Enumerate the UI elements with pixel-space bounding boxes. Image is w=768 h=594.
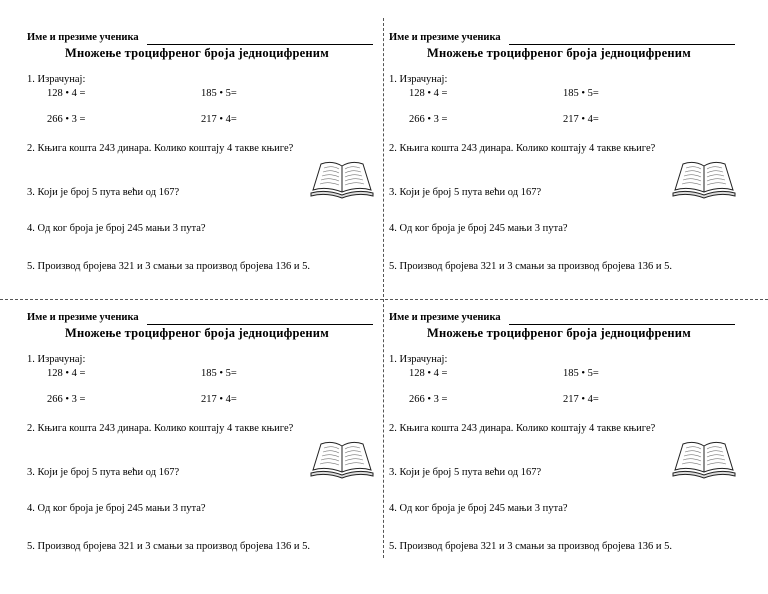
task-3: 3. Који је број 5 пута већи од 167? [27,467,180,478]
student-name-line[interactable] [147,324,373,325]
calc-4: 217 • 4= [201,394,237,405]
open-book-icon [310,158,374,200]
task-5: 5. Производ бројева 321 и 3 смањи за производ бројева 136 и 5. [389,541,673,552]
open-book-icon [672,438,736,480]
worksheet-card [27,18,377,288]
vertical-cut-line [383,18,384,558]
task-5: 5. Производ бројева 321 и 3 смањи за производ бројева 136 и 5. [389,261,673,272]
task-2: 2. Књига кошта 243 динара. Колико коштају 4 такве књиге? [27,143,294,154]
task-2: 2. Књига кошта 243 динара. Колико коштају 4 такве књиге? [389,143,656,154]
student-name-label: Име и презиме ученика [27,32,139,43]
task-1-label: 1. Израчунај: [27,74,86,85]
calc-4: 217 • 4= [201,114,237,125]
task-3: 3. Који је број 5 пута већи од 167? [389,467,542,478]
student-name-line[interactable] [147,44,373,45]
student-name-label: Име и презиме ученика [389,312,501,323]
calc-1: 128 • 4 = [47,368,86,379]
task-4: 4. Од ког броја је број 245 мањи 3 пута? [27,223,206,234]
worksheet-card [389,298,739,568]
calc-2: 185 • 5= [201,368,237,379]
worksheet-title: Множење троцифреног броја једноцифреним [427,46,691,60]
student-name-line[interactable] [509,44,735,45]
calc-3: 266 • 3 = [47,114,86,125]
task-1-label: 1. Израчунај: [389,74,448,85]
task-3: 3. Који је број 5 пута већи од 167? [389,187,542,198]
task-2: 2. Књига кошта 243 динара. Колико коштају 4 такве књиге? [27,423,294,434]
calc-3: 266 • 3 = [409,394,448,405]
calc-3: 266 • 3 = [47,394,86,405]
task-4: 4. Од ког броја је број 245 мањи 3 пута? [389,223,568,234]
task-4: 4. Од ког броја је број 245 мањи 3 пута? [27,503,206,514]
task-3: 3. Који је број 5 пута већи од 167? [27,187,180,198]
open-book-icon [672,158,736,200]
calc-1: 128 • 4 = [409,88,448,99]
calc-3: 266 • 3 = [409,114,448,125]
student-name-label: Име и презиме ученика [389,32,501,43]
student-name-label: Име и презиме ученика [27,312,139,323]
task-1-label: 1. Израчунај: [389,354,448,365]
calc-2: 185 • 5= [201,88,237,99]
open-book-icon [310,438,374,480]
calc-2: 185 • 5= [563,368,599,379]
worksheet-title: Множење троцифреног броја једноцифреним [65,326,329,340]
task-5: 5. Производ бројева 321 и 3 смањи за производ бројева 136 и 5. [27,541,311,552]
calc-1: 128 • 4 = [47,88,86,99]
worksheet-title: Множење троцифреног броја једноцифреним [65,46,329,60]
task-2: 2. Књига кошта 243 динара. Колико коштају 4 такве књиге? [389,423,656,434]
calc-1: 128 • 4 = [409,368,448,379]
worksheet-card [27,298,377,568]
task-4: 4. Од ког броја је број 245 мањи 3 пута? [389,503,568,514]
task-5: 5. Производ бројева 321 и 3 смањи за производ бројева 136 и 5. [27,261,311,272]
worksheet-card [389,18,739,288]
calc-2: 185 • 5= [563,88,599,99]
student-name-line[interactable] [509,324,735,325]
worksheet-title: Множење троцифреног броја једноцифреним [427,326,691,340]
task-1-label: 1. Израчунај: [27,354,86,365]
calc-4: 217 • 4= [563,394,599,405]
calc-4: 217 • 4= [563,114,599,125]
